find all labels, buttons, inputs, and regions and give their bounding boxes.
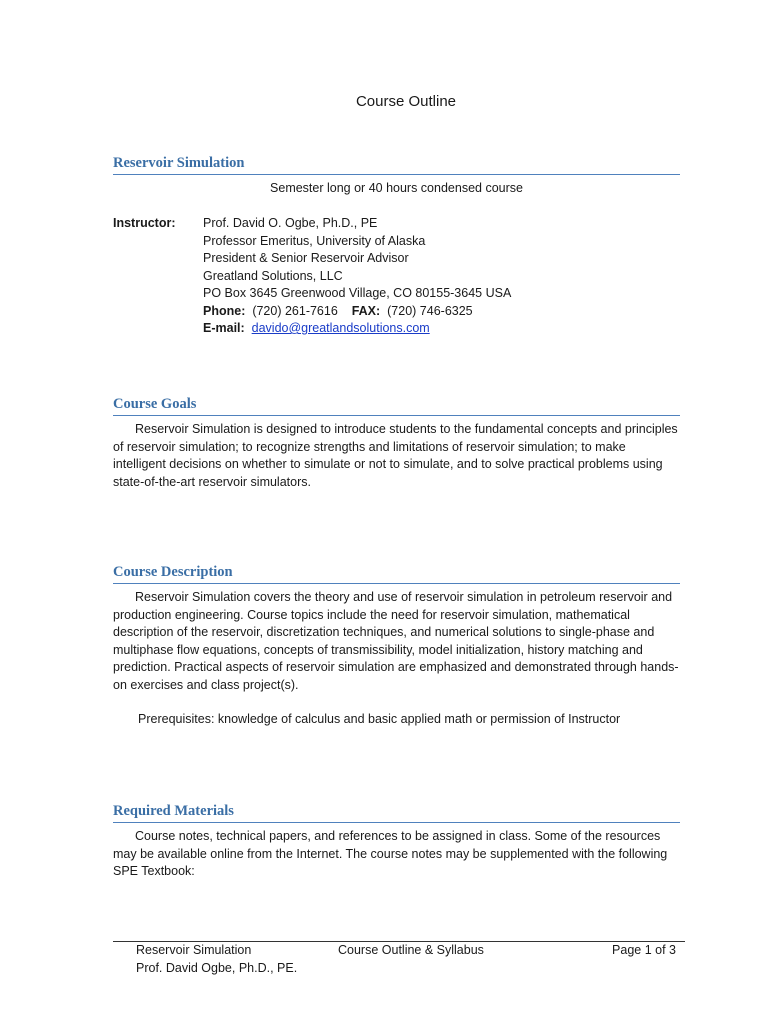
- section-heading-reservoir-simulation: Reservoir Simulation: [113, 155, 680, 175]
- instructor-title: Professor Emeritus, University of Alaska: [203, 233, 426, 248]
- course-description-text: Reservoir Simulation covers the theory and use of reservoir simulation in petroleum reservoir and production engineering. Course topics include the need for reservoir simulation, mathematical description of the reservoir, discretization techniques, and numerical solutions to single-phase and multiphase flow equations, concepts of transmissibility, model initialization, history matching and prediction. Practical aspects of reservoir simulation are emphasized and demonstrated through hands-on exercises and class project(s).: [113, 590, 679, 692]
- fax-label: FAX:: [351, 303, 381, 318]
- footer-document-title: Course Outline & Syllabus: [338, 943, 484, 957]
- document-title: Course Outline: [355, 93, 457, 110]
- phone-label: Phone:: [203, 303, 246, 318]
- section-heading-course-description: Course Description: [113, 564, 680, 584]
- prerequisites-text: Prerequisites: knowledge of calculus and basic applied math or permission of Instructor: [138, 712, 621, 726]
- instructor-company: Greatland Solutions, LLC: [203, 268, 343, 283]
- section-heading-course-goals: Course Goals: [113, 396, 680, 416]
- instructor-phone-line: [203, 303, 683, 321]
- instructor-role: President & Senior Reservoir Advisor: [203, 251, 409, 265]
- instructor-address: PO Box 3645 Greenwood Village, CO 80155-3645 USA: [203, 286, 512, 300]
- email-link[interactable]: davido@greatlandsolutions.com: [251, 321, 430, 335]
- instructor-label: Instructor:: [113, 216, 176, 230]
- footer-author: Prof. David Ogbe, Ph.D., PE.: [136, 961, 298, 975]
- phone-value: (720) 261-7616: [252, 303, 338, 318]
- required-materials-text: Course notes, technical papers, and references to be assigned in class. Some of the resources may be available online from the Internet. The course notes may be supplemented with the following SPE Textbook:: [113, 829, 668, 878]
- course-subtitle: Semester long or 40 hours condensed course: [270, 181, 523, 195]
- instructor-name: Prof. David O. Ogbe, Ph.D., PE: [203, 216, 378, 230]
- footer-course-name: Reservoir Simulation: [136, 943, 252, 957]
- fax-value: (720) 746-6325: [387, 303, 473, 318]
- section-heading-required-materials: Required Materials: [113, 803, 680, 823]
- footer-page-number: Page 1 of 3: [612, 943, 676, 957]
- instructor-details: [203, 215, 683, 338]
- course-goals-text: Reservoir Simulation is designed to introduce students to the fundamental concepts and principles of reservoir simulation; to recognize strengths and limitations of reservoir simulation; to make intelligent decisions on whether to simulate or not to simulate, and to solve practical problems using state-of-the-art reservoir simulators.: [113, 422, 678, 489]
- instructor-email-line: [203, 320, 683, 338]
- email-label: E-mail:: [203, 321, 245, 335]
